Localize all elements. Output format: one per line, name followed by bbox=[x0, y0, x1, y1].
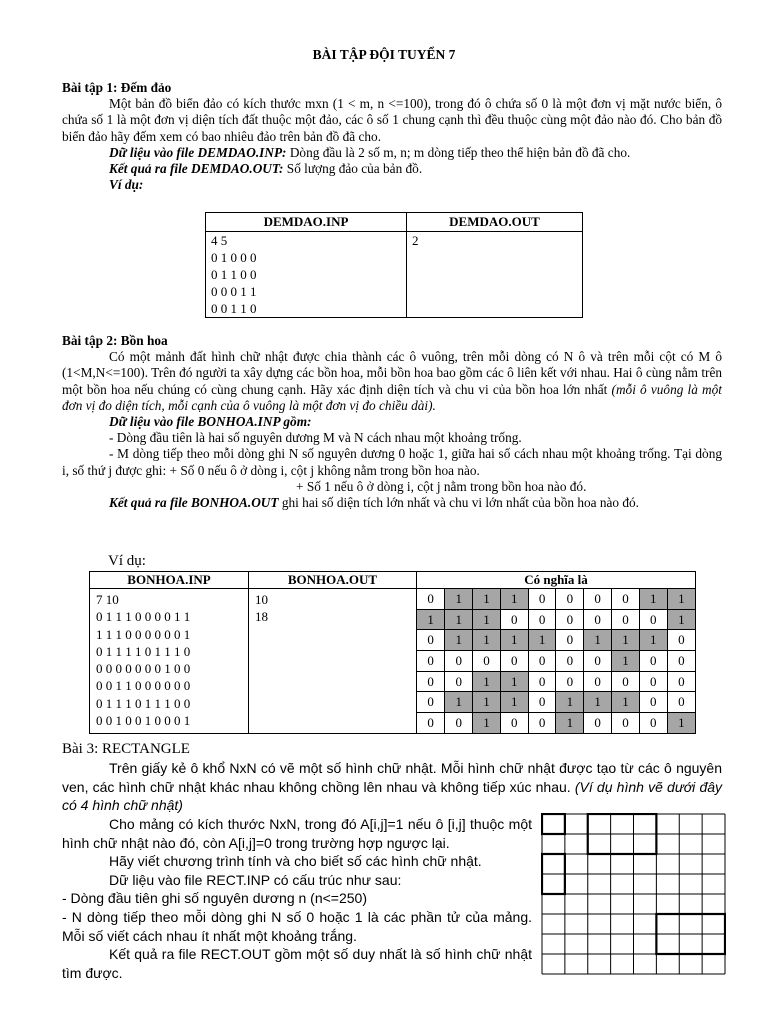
bonhoa-grid-cell: 0 bbox=[556, 589, 584, 609]
exercise-2-input-label: Dữ liệu vào file BONHOA.INP gồm: bbox=[109, 414, 312, 430]
bonhoa-grid-cell: 1 bbox=[500, 692, 528, 713]
bonhoa-inp-line: 0 1 1 1 0 0 0 0 1 1 bbox=[96, 609, 191, 625]
demdao-inp-cell bbox=[206, 232, 407, 318]
bonhoa-meaning-cell bbox=[417, 589, 696, 734]
bonhoa-meaning-header: Có nghĩa là bbox=[417, 572, 696, 589]
bonhoa-grid-cell: 1 bbox=[667, 713, 695, 733]
example-rectangle bbox=[542, 814, 565, 834]
exercise-3-paragraph-1-note: (Ví dụ hình vẽ dưới đây có 4 hình chữ nhật) bbox=[62, 778, 723, 814]
exercise-2-output-label: Kết quả ra file BONHOA.OUT bbox=[109, 495, 279, 511]
bonhoa-grid-cell: 0 bbox=[417, 651, 445, 672]
bonhoa-grid-cell: 0 bbox=[417, 630, 445, 651]
demdao-example-table bbox=[205, 212, 583, 318]
bonhoa-grid-cell: 0 bbox=[445, 671, 473, 692]
bonhoa-grid-cell: 0 bbox=[445, 651, 473, 672]
exercise-1-description: Một bản đồ biển đảo có kích thước mxn (1 < m, n <=100), trong đó ô chứa số 0 là một đơn vị mặt nước biển, ô chứa số 1 là một đơn vị diện tích đất thuộc một đảo, các ô số 1 chung cạnh thì đều thuộc cùng một đảo nào đó. Cho bản đồ biển đảo hãy đếm xem có bao nhiêu đảo trên bản đồ đã cho. bbox=[62, 96, 722, 144]
bonhoa-grid-cell: 0 bbox=[639, 671, 667, 692]
bonhoa-grid-cell: 1 bbox=[473, 630, 501, 651]
bonhoa-grid-row bbox=[417, 713, 695, 733]
bonhoa-grid-cell: 1 bbox=[473, 671, 501, 692]
exercise-3-paragraph-6: - N dòng tiếp theo mỗi dòng ghi N số 0 hoặc 1 là các phần tử của mảng. Mỗi số viết cách nhau ít nhất một khoảng trắng. bbox=[62, 908, 532, 944]
demdao-inp-line: 0 0 1 1 0 bbox=[211, 301, 257, 316]
bonhoa-grid-row bbox=[417, 609, 695, 630]
bonhoa-grid-cell: 0 bbox=[584, 589, 612, 609]
bonhoa-grid-cell: 1 bbox=[556, 692, 584, 713]
bonhoa-grid-cell: 0 bbox=[528, 671, 556, 692]
bonhoa-grid-cell: 0 bbox=[639, 609, 667, 630]
bonhoa-grid-cell: 0 bbox=[417, 671, 445, 692]
exercise-2 bbox=[62, 333, 722, 511]
bonhoa-inp-line: 0 0 0 0 0 0 0 1 0 0 bbox=[96, 661, 191, 677]
exercise-2-description bbox=[62, 349, 722, 414]
exercise-3-paragraph-2: Cho mảng có kích thước NxN, trong đó A[i,j]=1 nếu ô [i,j] thuộc một hình chữ nhật nào đó, còn A[i,j]=0 trong trường hợp ngược lại. bbox=[62, 816, 532, 851]
bonhoa-grid-cell: 0 bbox=[639, 713, 667, 733]
bonhoa-grid-cell: 0 bbox=[556, 671, 584, 692]
bonhoa-grid-cell: 0 bbox=[528, 692, 556, 713]
bonhoa-grid-cell: 0 bbox=[667, 692, 695, 713]
bonhoa-grid-cell: 0 bbox=[584, 671, 612, 692]
rectangle-grid-svg bbox=[541, 813, 726, 975]
bonhoa-grid-row bbox=[417, 589, 695, 609]
exercise-3-paragraph-5: - Dòng đầu tiên ghi số nguyên dương n (n<=250) bbox=[62, 890, 367, 907]
bonhoa-grid-cell: 1 bbox=[445, 692, 473, 713]
bonhoa-grid-cell: 0 bbox=[528, 713, 556, 733]
bonhoa-grid-cell: 1 bbox=[667, 609, 695, 630]
bonhoa-grid-cell: 0 bbox=[445, 713, 473, 733]
bonhoa-grid-cell: 1 bbox=[667, 589, 695, 609]
bonhoa-grid-cell: 1 bbox=[612, 630, 640, 651]
demdao-inp-line: 0 1 0 0 0 bbox=[211, 250, 257, 265]
demdao-out-cell bbox=[407, 232, 583, 318]
exercise-2-input-line-1: - Dòng đầu tiên là hai số nguyên dương M và N cách nhau một khoảng trống. bbox=[109, 430, 522, 446]
bonhoa-grid-cell: 0 bbox=[612, 609, 640, 630]
bonhoa-inp-line: 0 0 1 1 0 0 0 0 0 0 bbox=[96, 678, 191, 694]
exercise-3-body bbox=[62, 815, 532, 982]
bonhoa-inp-line: 0 1 1 1 0 1 1 1 0 0 bbox=[96, 695, 191, 711]
bonhoa-grid-cell: 0 bbox=[584, 651, 612, 672]
bonhoa-grid-cell: 0 bbox=[667, 630, 695, 651]
bonhoa-grid-cell: 1 bbox=[500, 589, 528, 609]
bonhoa-grid-cell: 0 bbox=[612, 671, 640, 692]
exercise-3-paragraph-1-text: Trên giấy kẻ ô khổ NxN có vẽ một số hình chữ nhật. Mỗi hình chữ nhật được tạo từ các ô nguyên ven, các hình chữ nhật khác nhau không chồng lên nhau và không tiếp xúc nhau. bbox=[62, 760, 722, 795]
demdao-inp-line: 4 5 bbox=[211, 233, 228, 248]
bonhoa-grid-cell: 0 bbox=[417, 589, 445, 609]
exercise-2-input-line-3: + Số 1 nếu ô ở dòng i, cột j nằm trong bồn hoa nào đó. bbox=[296, 478, 587, 494]
exercise-3-paragraph-4: Dữ liệu vào file RECT.INP có cấu trúc như sau: bbox=[109, 871, 402, 888]
bonhoa-out-line: 10 bbox=[255, 592, 268, 607]
exercise-1-input-spec bbox=[62, 145, 722, 161]
exercise-1 bbox=[62, 80, 722, 193]
bonhoa-grid-cell: 1 bbox=[473, 692, 501, 713]
bonhoa-grid-row bbox=[417, 692, 695, 713]
exercise-2-output-spec bbox=[62, 495, 722, 511]
bonhoa-grid-cell: 1 bbox=[612, 692, 640, 713]
bonhoa-inp-line: 0 0 1 0 0 1 0 0 0 1 bbox=[96, 713, 191, 729]
demdao-out-header: DEMDAO.OUT bbox=[407, 213, 583, 232]
demdao-out-line: 2 bbox=[412, 233, 419, 248]
demdao-inp-header: DEMDAO.INP bbox=[206, 213, 407, 232]
bonhoa-grid-cell: 1 bbox=[445, 630, 473, 651]
exercise-3-paragraph-7: Kết quả ra file RECT.OUT gồm một số duy nhất là số hình chữ nhật tìm được. bbox=[62, 946, 532, 981]
bonhoa-grid-cell: 0 bbox=[612, 589, 640, 609]
bonhoa-grid-cell: 0 bbox=[500, 713, 528, 733]
bonhoa-grid-cell: 0 bbox=[584, 609, 612, 630]
bonhoa-grid-cell: 1 bbox=[473, 589, 501, 609]
page-title: BÀI TẬP ĐỘI TUYỂN 7 bbox=[312, 47, 456, 62]
exercise-2-output-text: ghi hai số diện tích lớn nhất và chu vi lớn nhất của bồn hoa nào đó. bbox=[278, 495, 639, 511]
exercise-2-heading: Bài tập 2: Bồn hoa bbox=[62, 333, 168, 348]
bonhoa-grid-cell: 0 bbox=[639, 651, 667, 672]
bonhoa-grid-cell: 1 bbox=[639, 589, 667, 609]
exercise-1-output-spec bbox=[62, 161, 722, 177]
bonhoa-out-cell bbox=[249, 589, 417, 734]
bonhoa-grid-cell: 1 bbox=[528, 630, 556, 651]
bonhoa-inp-header: BONHOA.INP bbox=[90, 572, 249, 589]
exercise-3-paragraph-3: Hãy viết chương trình tính và cho biết số các hình chữ nhật. bbox=[109, 853, 482, 870]
bonhoa-grid-cell: 1 bbox=[639, 630, 667, 651]
bonhoa-inp-line: 7 10 bbox=[96, 592, 119, 607]
bonhoa-grid-row bbox=[417, 651, 695, 672]
bonhoa-grid-cell: 0 bbox=[584, 713, 612, 733]
exercise-1-heading: Bài tập 1: Đếm đảo bbox=[62, 80, 172, 95]
demdao-inp-line: 0 0 0 1 1 bbox=[211, 284, 257, 299]
exercise-1-output-text: Số lượng đảo của bản đồ. bbox=[283, 161, 423, 177]
bonhoa-out-header: BONHOA.OUT bbox=[249, 572, 417, 589]
bonhoa-grid-cell: 0 bbox=[500, 651, 528, 672]
exercise-2-description-note: (mỗi ô vuông là một đơn vị đo diện tích, mỗi cạnh của ô vuông là một đơn vị đo chiều dài). bbox=[62, 381, 722, 413]
bonhoa-grid-cell: 1 bbox=[556, 713, 584, 733]
exercise-2-description-text: Có một mảnh đất hình chữ nhật được chia thành các ô vuông, trên mỗi dòng có N ô và trên mỗi cột có M ô (1<M,N<=100). Trên đó người ta xây dựng các bồn hoa, mỗi bồn hoa bao gồm các ô liên kết với nhau. Hai ô cùng nằm trên một bồn hoa nếu chúng có cùng chung cạnh. Hãy xác định diện tích và chu vi của bồn hoa lớn nhất bbox=[62, 349, 722, 397]
bonhoa-grid-cell: 0 bbox=[667, 671, 695, 692]
bonhoa-grid-cell: 0 bbox=[528, 651, 556, 672]
bonhoa-grid-cell: 0 bbox=[473, 651, 501, 672]
demdao-inp-line: 0 1 1 0 0 bbox=[211, 267, 257, 282]
bonhoa-grid-cell: 0 bbox=[556, 630, 584, 651]
exercise-3-heading: Bài 3: RECTANGLE bbox=[62, 741, 190, 757]
exercise-2-input-line-2: - M dòng tiếp theo mỗi dòng ghi N số nguyên dương 0 hoặc 1, giữa hai số cách nhau một khoảng trống. Tại dòng i, số thứ j được ghi: + Số 0 nếu ô ở dòng i, cột j không nằm trong bồn hoa nào. bbox=[62, 446, 722, 478]
bonhoa-grid-cell: 0 bbox=[417, 713, 445, 733]
exercise-1-input-text: Dòng đầu là 2 số m, n; m dòng tiếp theo thể hiện bản đồ đã cho. bbox=[286, 144, 631, 160]
bonhoa-grid-cell: 1 bbox=[612, 651, 640, 672]
bonhoa-example-table bbox=[89, 571, 696, 734]
exercise-3 bbox=[62, 759, 722, 815]
bonhoa-grid-cell: 0 bbox=[417, 692, 445, 713]
bonhoa-grid-cell: 0 bbox=[639, 692, 667, 713]
bonhoa-grid-cell: 1 bbox=[473, 609, 501, 630]
bonhoa-grid-cell: 1 bbox=[584, 630, 612, 651]
bonhoa-grid-cell: 1 bbox=[500, 630, 528, 651]
exercise-1-example-label: Ví dụ: bbox=[109, 177, 144, 193]
bonhoa-grid-cell: 0 bbox=[556, 651, 584, 672]
bonhoa-grid-row bbox=[417, 630, 695, 651]
rectangle-example-grid bbox=[541, 813, 724, 973]
bonhoa-out-line: 18 bbox=[255, 609, 268, 625]
bonhoa-grid-cell: 0 bbox=[556, 609, 584, 630]
bonhoa-grid-cell: 1 bbox=[473, 713, 501, 733]
bonhoa-grid-cell: 1 bbox=[500, 671, 528, 692]
bonhoa-grid-cell: 0 bbox=[528, 609, 556, 630]
bonhoa-inp-cell bbox=[90, 589, 249, 734]
bonhoa-grid bbox=[417, 589, 695, 733]
bonhoa-grid-cell: 0 bbox=[612, 713, 640, 733]
bonhoa-grid-cell: 1 bbox=[445, 589, 473, 609]
bonhoa-grid-row bbox=[417, 671, 695, 692]
exercise-1-input-label: Dữ liệu vào file DEMDAO.INP: bbox=[109, 144, 287, 160]
bonhoa-grid-cell: 1 bbox=[584, 692, 612, 713]
bonhoa-inp-line: 0 1 1 1 1 0 1 1 1 0 bbox=[96, 643, 191, 659]
bonhoa-grid-cell: 0 bbox=[528, 589, 556, 609]
bonhoa-grid-cell: 0 bbox=[500, 609, 528, 630]
bonhoa-grid-cell: 0 bbox=[667, 651, 695, 672]
bonhoa-grid-cell: 1 bbox=[417, 609, 445, 630]
exercise-1-output-label: Kết quả ra file DEMDAO.OUT: bbox=[109, 161, 284, 177]
exercise-3-paragraph-1 bbox=[62, 759, 722, 815]
bonhoa-inp-line: 1 1 1 0 0 0 0 0 0 1 bbox=[96, 626, 191, 642]
exercise-2-example-label: Ví dụ: bbox=[108, 553, 146, 569]
bonhoa-grid-cell: 1 bbox=[445, 609, 473, 630]
